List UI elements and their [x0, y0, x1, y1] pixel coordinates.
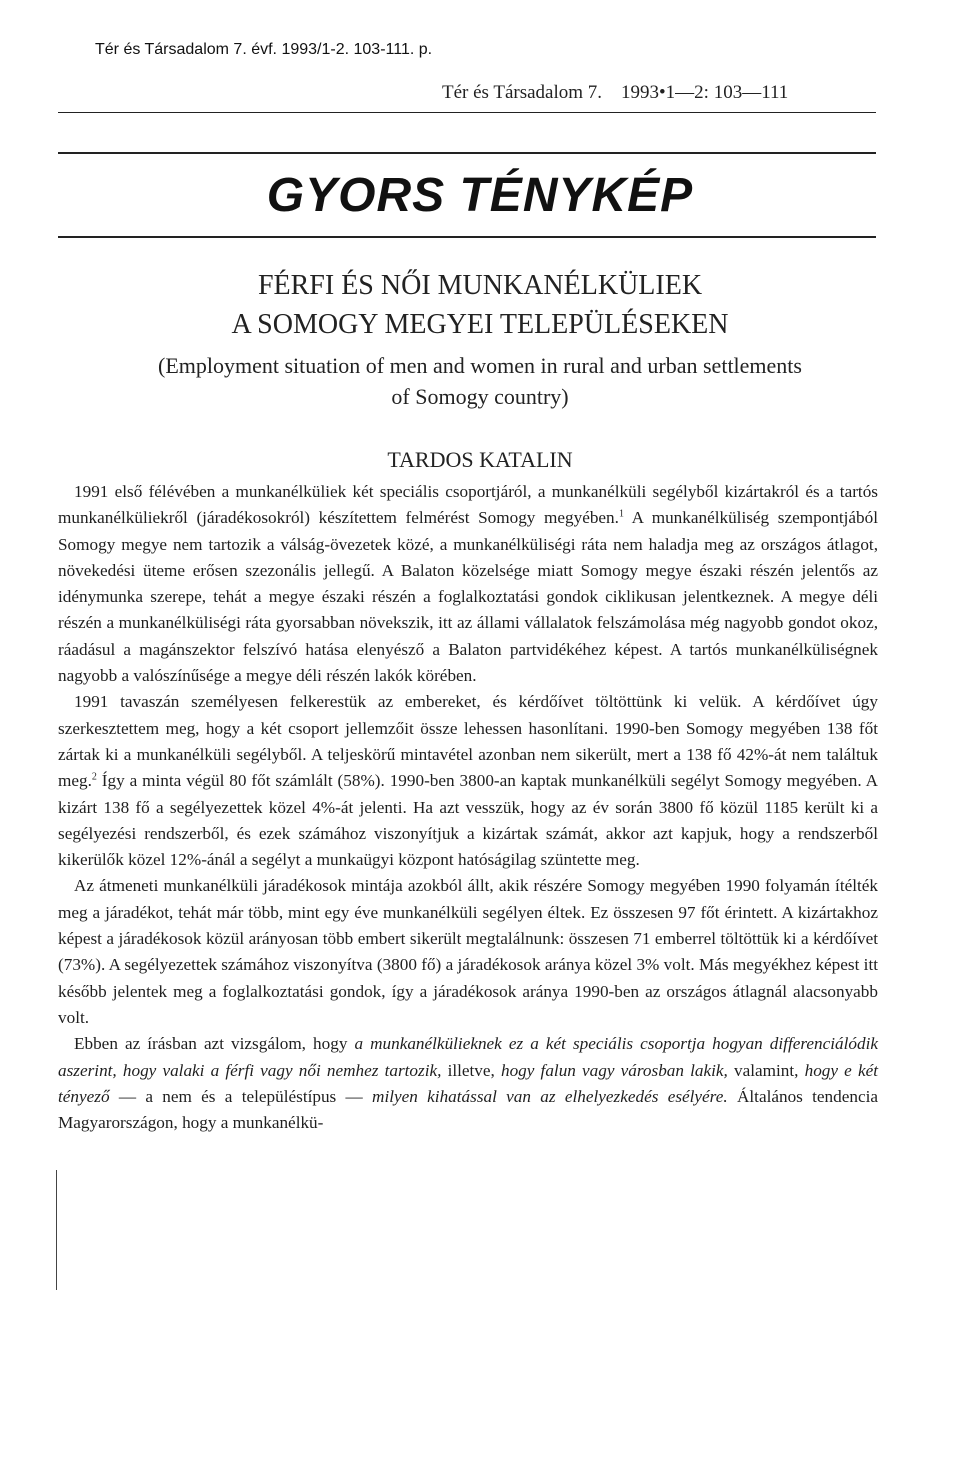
paragraph-4-italic-4: milyen kihatással van az elhelyezkedés esélyére. [372, 1086, 728, 1106]
paragraph-2 [58, 689, 878, 873]
header-rule [58, 112, 876, 113]
paragraph-3: Az átmeneti munkanélküli járadékosok mintája azokból állt, akik részére Somogy megyében 1990 folyamán ítélték meg a járadékot, tehát már több, mint egy éve munkanélküli segélyen éltek. Ez összesen 97 főt érintett. A kizártakhoz képest a járadékosok közül arányosan több embert sikerült megtalálnunk: összesen 71 emberrel töltöttük ki a kérdőívet (73%). A segélyezettek számához viszonyítva (3800 fő) a járadékosok aránya közel 3% volt. Más megyékhez képest itt később jelentek meg a foglalkoztatási gondok, így a járadékosok aránya 1990-ben az országos átlagnál alacsonyabb volt. [58, 876, 878, 1027]
body-text [58, 479, 878, 1136]
paragraph-4-text-g: — a nem és a településtípus — [109, 1086, 373, 1106]
paragraph-1 [58, 479, 878, 689]
section-title: GYORS TÉNYKÉP [266, 169, 694, 222]
paragraph-1-text-a: 1991 első félévében a munkanélküliek két speciális csoportjáról, a munkanélküli segélyből kizártakról és a tartós munkanélküliekről (járadékosokról) készítettem felmérést Somogy megyében. [58, 482, 878, 528]
paragraph-4-text-e: valamint, [727, 1060, 805, 1080]
margin-mark [56, 1170, 57, 1290]
article-subtitle-line-1: (Employment situation of men and women in rural and urban settlements [158, 353, 802, 378]
running-head: Tér és Társadalom 7. 1993•1—2: 103—111 [442, 82, 789, 103]
paragraph-2-text-b: Így a minta végül 80 főt számlált (58%). 1990-ben 3800-an kaptak munkanélküli segélyt Somogy megyében. A kizárt 138 fő a segélyezettek közel 4%-át jelenti. Ha azt vesszük, hogy az év során 3800 fő közül 1185 került ki a segélyezési rendszerből, és ezek számához viszonyítjuk a kizártak számát, akkor azt kapjuk, hogy a rendszerből kikerülők közel 12%-ánál a segélyt a munkaügyi központ hatóságilag szüntette meg. [58, 771, 878, 870]
paragraph-2-text-a: 1991 tavaszán személyesen felkerestük az embereket, és kérdőívet töltöttünk ki velük. A kérdőívet úgy szerkesztettem meg, hogy a két csoport jellemzőit össze lehessen hasonlítani. 1990-ben Somogy megyében 138 főt zártak ki a munkanélküli segélyből. A teljeskörű mintavétel azonban nem sikerült, mert a 138 fő 42%-át nem találtuk meg. [58, 692, 878, 791]
section-rule-top [58, 152, 876, 154]
author-name: TARDOS KATALIN [387, 447, 573, 472]
citation-line: Tér és Társadalom 7. évf. 1993/1-2. 103-111. p. [95, 41, 433, 58]
footnote-ref-1: 1 [618, 508, 624, 520]
footnote-ref-2: 2 [91, 771, 97, 783]
paragraph-4 [58, 1031, 878, 1136]
article-subtitle-line-2: of Somogy country) [391, 384, 569, 409]
paragraph-4-italic-2: hogy falun vagy városban lakik, [500, 1060, 728, 1080]
paragraph-4-italic-1: a munkanélkülieknek ez a két speciális csoportja hogyan differenciálódik aszerint, hogy valaki a férfi vagy női nemhez tartozik, [58, 1034, 878, 1080]
paragraph-1-text-b: A munkanélküliség szempontjából Somogy megye nem tartozik a válság-övezetek közé, a munkanélküliségi ráta nem haladja meg az országos átlagot, növekedési üteme erősen szezonális jellegű. A Balaton közelsége miatt Somogy megye északi részén jelentős az idénymunka szerepe, tehát a megye északi részén a foglalkoztatási gondok ciklikusan jelentkeznek. A megye déli részén a munkanélküliségi ráta gyorsabban növekszik, itt az állami vállalatok felszámolása még nagyobb gondot okoz, ráadásul a magánszektor felszívó hatása elenyésző a Balaton partvidékéhez képest. A tartós munkanélküliségnek nagyobb a valószínűsége a megye déli részén lakók körében. [58, 508, 878, 686]
paragraph-4-text-c: illetve, [441, 1060, 501, 1080]
article-title-line-2: A SOMOGY MEGYEI TELEPÜLÉSEKEN [231, 309, 729, 340]
section-rule-bottom [58, 236, 876, 238]
paragraph-4-text-i: Általános tendencia Magyarországon, hogy a munkanélkü- [58, 1086, 878, 1133]
paragraph-4-italic-3: hogy e két tényező [58, 1060, 878, 1106]
paragraph-4-text-a: Ebben az írásban azt vizsgálom, hogy [74, 1034, 355, 1054]
article-title-line-1: FÉRFI ÉS NŐI MUNKANÉLKÜLIEK [257, 270, 703, 301]
